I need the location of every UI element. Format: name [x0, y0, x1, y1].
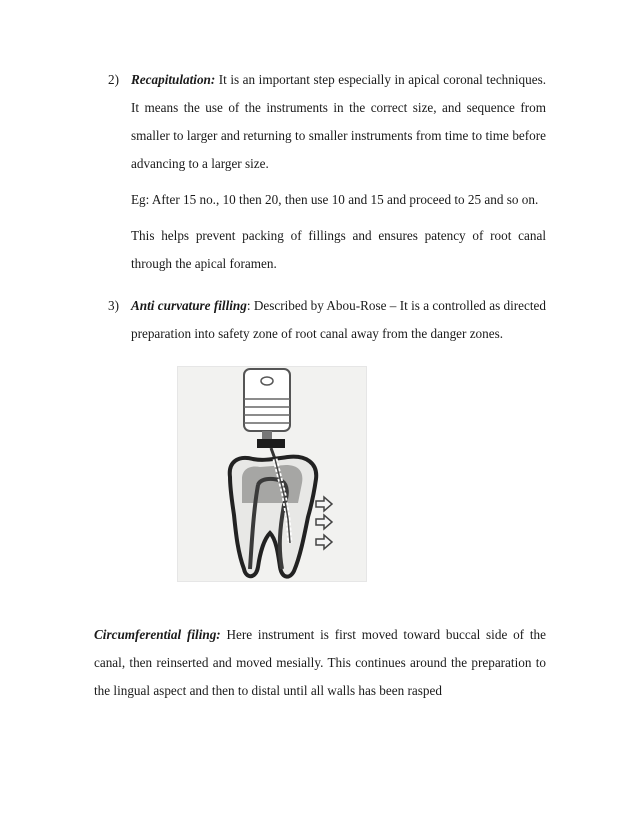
tooth-file-drawing	[178, 367, 366, 581]
note-paragraph: This helps prevent packing of fillings and ensures patency of root canal through the apical foramen.	[131, 228, 546, 271]
list-number: 2)	[108, 72, 119, 87]
definition-text: It is an important step especially in apical coronal techniques. It means the use of the instruments in the correct size, and sequence from smaller to larger and returning to smaller instruments from time to time before advancing to a larger size.	[131, 72, 546, 171]
rubber-stop	[257, 439, 285, 448]
circumferential-filing-paragraph	[94, 621, 546, 705]
definition-text: : Described by Abou-Rose – It is a controlled as directed preparation into safety zone of root canal away from the danger zones.	[131, 298, 546, 341]
term-anti-curvature-filling: Anti curvature filling	[131, 298, 247, 313]
list-body	[131, 292, 546, 348]
list-number: 3)	[108, 298, 119, 313]
definition-paragraph	[131, 66, 546, 178]
term-recapitulation: Recapitulation:	[131, 72, 216, 87]
file-handle	[244, 369, 290, 431]
arrow-icons	[316, 497, 332, 549]
definition-paragraph	[131, 292, 546, 348]
definition-text: Here instrument is first moved toward buccal side of the canal, then reinserted and moved mesially. This continues around the preparation to the lingual aspect and then to distal until all walls has been rasped	[94, 627, 546, 698]
term-circumferential-filing: Circumferential filing:	[94, 627, 221, 642]
example-paragraph: Eg: After 15 no., 10 then 20, then use 10 and 15 and proceed to 25 and so on.	[131, 192, 539, 207]
list-body	[131, 66, 546, 278]
tooth-file-illustration	[177, 366, 367, 582]
